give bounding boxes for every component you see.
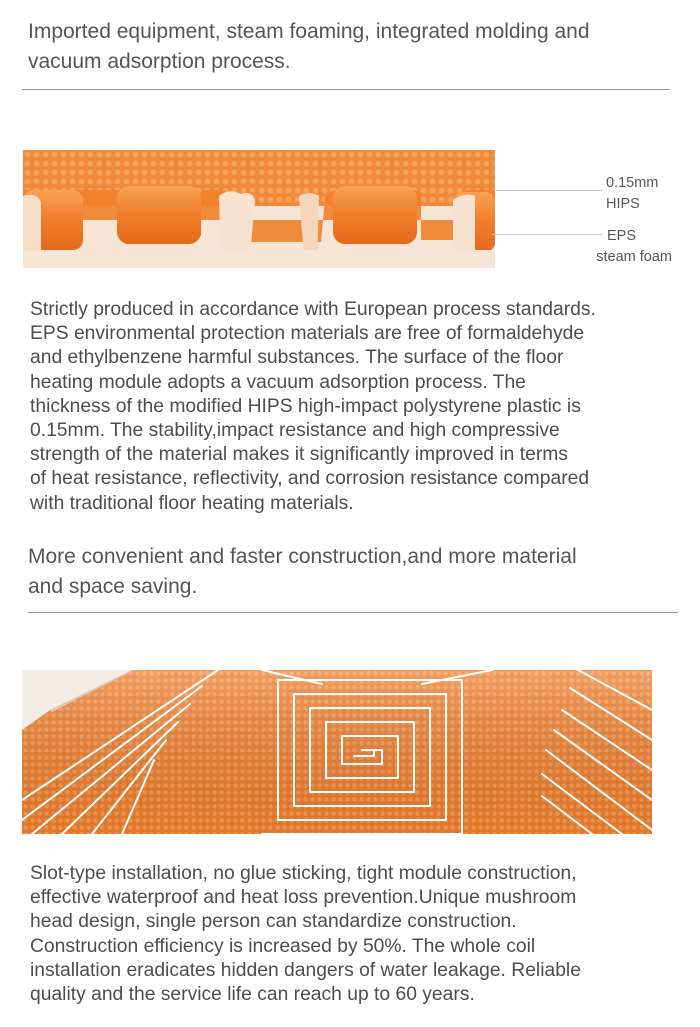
section1-heading bbox=[28, 17, 590, 77]
paragraph2-line: effective waterproof and heat loss prevention.Unique mushroom bbox=[30, 887, 577, 909]
paragraph1-line: of heat resistance, reflectivity, and corrosion resistance compared bbox=[30, 468, 590, 490]
paragraph2-line: head design, single person can standardize construction. bbox=[30, 911, 517, 933]
floor-heating-installation-image bbox=[22, 670, 652, 834]
paragraph2-line: installation eradicates hidden dangers of water leakage. Reliable bbox=[30, 959, 581, 981]
section2-heading-line2: and space saving. bbox=[28, 575, 198, 598]
eps-label bbox=[580, 226, 672, 268]
paragraph2-line: Slot-type installation, no glue sticking, tight module construction, bbox=[30, 863, 577, 884]
hips-label bbox=[606, 173, 658, 215]
paragraph1-line: Strictly produced in accordance with European process standards. bbox=[30, 299, 596, 320]
section2-divider bbox=[28, 612, 678, 613]
eps-label-line1: EPS bbox=[607, 228, 637, 244]
section2-heading-line1: More convenient and faster construction,and more material bbox=[28, 545, 577, 568]
paragraph1-line: strength of the material makes it significantly improved in terms bbox=[30, 444, 568, 466]
paragraph2-line: quality and the service life can reach up to 60 years. bbox=[30, 984, 475, 1006]
section1-divider bbox=[22, 89, 670, 90]
paragraph1-line: with traditional floor heating materials. bbox=[30, 492, 354, 514]
paragraph2 bbox=[30, 862, 581, 1007]
paragraph2-line: Construction efficiency is increased by 50%. The whole coil bbox=[30, 935, 536, 957]
paragraph1-line: heating module adopts a vacuum adsorption process. The bbox=[30, 371, 526, 393]
paragraph1-line: 0.15mm. The stability,impact resistance and high compressive bbox=[30, 420, 560, 442]
eps-label-line2: steam foam bbox=[596, 249, 672, 265]
paragraph1 bbox=[30, 298, 596, 516]
section1-heading-line1: Imported equipment, steam foaming, integrated molding and bbox=[28, 20, 590, 43]
paragraph1-line: thickness of the modified HIPS high-impact polystyrene plastic is bbox=[30, 395, 581, 417]
hips-label-line2: HIPS bbox=[606, 196, 640, 212]
hips-label-line1: 0.15mm bbox=[606, 175, 659, 191]
hips-leader-line bbox=[496, 190, 602, 191]
section1-heading-line2: vacuum adsorption process. bbox=[28, 50, 291, 73]
paragraph1-line: EPS environmental protection materials are free of formaldehyde bbox=[30, 323, 585, 345]
paragraph1-line: and ethylbenzene harmful substances. The surface of the floor bbox=[30, 347, 564, 369]
section2-heading bbox=[28, 542, 577, 602]
module-cross-section-image bbox=[23, 150, 495, 268]
